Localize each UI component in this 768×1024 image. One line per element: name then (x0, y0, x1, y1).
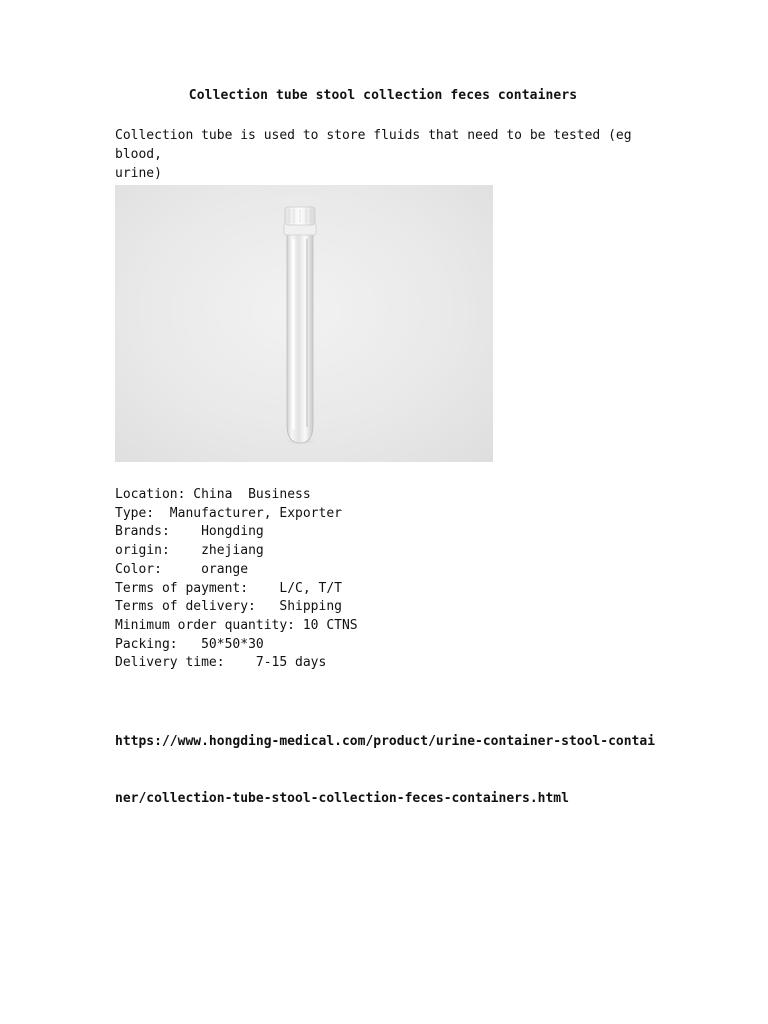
spec-value: Shipping (279, 599, 342, 615)
spec-label: Terms of payment: (115, 580, 249, 596)
spec-value: 7-15 days (255, 655, 327, 671)
spec-row-minimum-order (115, 617, 675, 636)
spec-row-payment (115, 580, 675, 599)
spec-label: Delivery time: (115, 655, 225, 671)
spec-label: Brands: (115, 524, 170, 540)
spec-row-type (115, 505, 675, 524)
product-url-line-2: ner/collection-tube-stool-collection-feces-containers.html (115, 791, 569, 806)
spec-value: zhejiang (201, 543, 264, 559)
spec-label: Color: (115, 561, 162, 577)
spec-label: Packing: (115, 636, 178, 652)
intro-line-1: Collection tube is used to store fluids that need to be tested (eg blood, (115, 128, 632, 162)
spec-value: Hongding (201, 524, 264, 540)
document-title: Collection tube stool collection feces containers (188, 88, 578, 103)
spec-label: Minimum order quantity: (115, 617, 296, 633)
spec-label: Terms of delivery: (115, 599, 256, 615)
spec-value: China Business (193, 487, 311, 502)
spec-row-color (115, 561, 675, 580)
spec-value: 10 CTNS (302, 617, 358, 633)
spec-row-origin (115, 542, 675, 561)
spec-value: L/C, T/T (279, 580, 342, 596)
product-url-line-1: https://www.hongding-medical.com/product/urine-container-stool-contai (115, 734, 656, 749)
spec-row-brands (115, 523, 675, 542)
spec-value: orange (201, 561, 249, 577)
spec-value: Manufacturer, Exporter (169, 505, 342, 521)
spec-row-delivery-terms (115, 598, 675, 617)
spec-label: Location: (115, 487, 186, 502)
spec-row-location (115, 486, 675, 505)
spec-label: Type: (115, 505, 155, 521)
spec-label: origin: (115, 543, 170, 559)
specification-list (115, 486, 675, 673)
collection-tube-image (115, 185, 493, 462)
spec-row-delivery-time (115, 654, 675, 673)
intro-line-2: urine) (115, 166, 162, 181)
product-url (115, 694, 660, 846)
intro-paragraph (115, 126, 660, 183)
spec-row-packing (115, 636, 675, 655)
product-photo (115, 185, 493, 462)
spec-value: 50*50*30 (201, 636, 264, 652)
